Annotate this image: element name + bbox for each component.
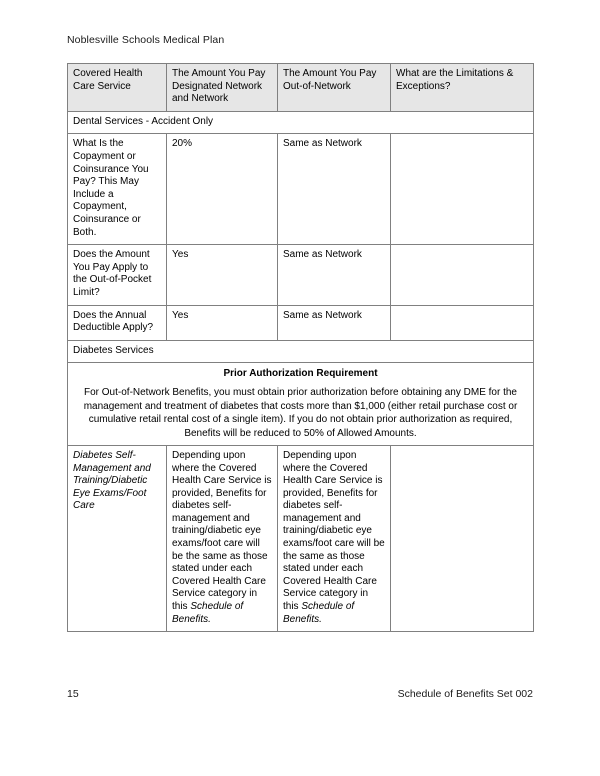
cell-network [167, 445, 278, 631]
cell-service: What Is the Copayment or Coinsurance You Pay? This May Include a Copayment, Coinsurance or Both. [68, 134, 167, 245]
page-header-title: Noblesville Schools Medical Plan [67, 34, 225, 46]
cell-out-of-network-text: Depending upon where the Covered Health Care Service is provided, Benefits for diabetes self-management and training/diabetic eye exams/foot care will be the same as those stated under each Covered Health Care Service category in this [283, 449, 385, 613]
notice-body: For Out-of-Network Benefits, you must obtain prior authorization before obtaining any DME for the management and treatment of diabetes that costs more than $1,000 (either retail purchase cost or cumulative retail rental cost of a single item). If you do not obtain prior authorization as required, Benefits will be reduced to 50% of Allowed Amounts. [83, 387, 518, 439]
page-number: 15 [67, 688, 79, 700]
section-title-diabetes: Diabetes Services [68, 340, 534, 363]
table-row [68, 305, 534, 340]
cell-network: 20% [167, 134, 278, 245]
cell-service: Diabetes Self-Management and Training/Diabetic Eye Exams/Foot Care [68, 445, 167, 631]
column-header-network-amount: The Amount You Pay Designated Network and Network [167, 64, 278, 112]
cell-limitations [391, 134, 534, 245]
section-header-row [68, 111, 534, 134]
table-row [68, 245, 534, 305]
cell-out-of-network [278, 445, 391, 631]
column-header-limitations: What are the Limitations & Exceptions? [391, 64, 534, 112]
cell-limitations [391, 305, 534, 340]
cell-limitations [391, 245, 534, 305]
cell-out-of-network: Same as Network [278, 245, 391, 305]
notice-title: Prior Authorization Requirement [223, 368, 378, 380]
cell-out-of-network: Same as Network [278, 134, 391, 245]
cell-network: Yes [167, 245, 278, 305]
column-header-covered-service: Covered Health Care Service [68, 64, 167, 112]
cell-limitations [391, 445, 534, 631]
prior-authorization-notice-row [68, 363, 534, 446]
section-header-row [68, 340, 534, 363]
benefits-table [67, 63, 534, 632]
cell-service: Does the Amount You Pay Apply to the Out-of-Pocket Limit? [68, 245, 167, 305]
cell-out-of-network: Same as Network [278, 305, 391, 340]
column-header-out-of-network-amount: The Amount You Pay Out-of-Network [278, 64, 391, 112]
table-row [68, 134, 534, 245]
cell-network-text: Depending upon where the Covered Health Care Service is provided, Benefits for diabetes self-management and training/diabetic eye exams/foot care will be the same as those stated under each Covered Health Care Service category in this [172, 449, 272, 613]
cell-network: Yes [167, 305, 278, 340]
table-row [68, 445, 534, 631]
page-footer [67, 687, 533, 701]
cell-network-reference: Schedule of Benefits. [172, 601, 244, 625]
cell-out-of-network-reference: Schedule of Benefits. [283, 601, 355, 625]
table-header-row [68, 64, 534, 112]
footer-document-id: Schedule of Benefits Set 002 [397, 688, 533, 700]
cell-service: Does the Annual Deductible Apply? [68, 305, 167, 340]
section-title-dental: Dental Services - Accident Only [68, 111, 534, 134]
prior-authorization-notice [68, 363, 534, 446]
